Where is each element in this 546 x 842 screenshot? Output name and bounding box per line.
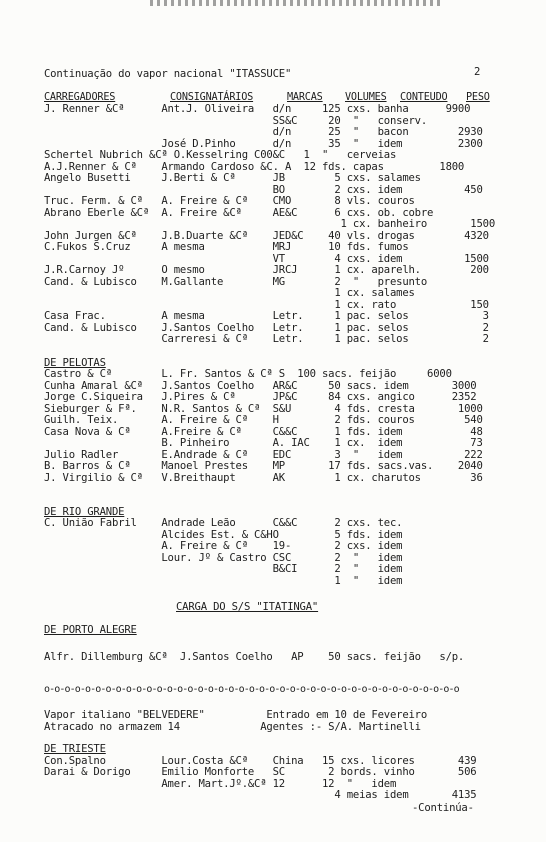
column-peso: PESO	[466, 92, 490, 103]
list-item: 1 cx. rato 150	[44, 298, 489, 311]
column-carregadores: CARREGADORES	[44, 92, 116, 103]
list-item: d/n 25 " bacon 2930	[44, 126, 483, 138]
list-item: J. Virgilio & Cª V.Breithaupt AK 1 cx. charutos 36	[44, 471, 483, 484]
vapor-line-1: Vapor italiano "BELVEDERE" Entrado em 10 de Fevereiro	[44, 709, 428, 721]
list-item: Guilh. Teix. A. Freire & Cª H 2 fds. couros 540	[44, 414, 483, 426]
list-item: Amer. Mart.Jº.&Cª 12 12 " idem	[44, 777, 397, 790]
list-item: Cand. & Lubisco M.Gallante MG 2 " presunto	[44, 275, 428, 288]
list-item: B. Pinheiro A. IAC 1 cx. idem 73	[44, 437, 483, 449]
list-item: Casa Nova & Cª A.Freire & Cª C&&C 1 fds. idem 48	[44, 425, 483, 438]
list-item: Cunha Amaral &Cª J.Santos Coelho AR&C 50 sacs. idem 3000	[44, 379, 477, 392]
continua-label: -Continúa-	[412, 802, 474, 814]
list-item: J. Renner &Cª Ant.J. Oliveira d/n 125 cxs. banha 9900	[44, 103, 471, 115]
column-volumes: VOLUMES	[345, 92, 387, 103]
column-conteudo: CONTEUDO	[400, 92, 448, 103]
list-item: Darai & Dorigo Emilio Monforte SC 2 bords. vinho 506	[44, 766, 477, 778]
list-item: 1 " idem	[44, 574, 403, 587]
list-item: A.J.Renner & Cª Armando Cardoso &C. A 12 fds. capas 1800	[44, 160, 465, 173]
list-item: Sieburger & Fª. N.R. Santos & Cª S&U 4 fds. cresta 1000	[44, 402, 483, 415]
list-item: BO 2 cxs. idem 450	[44, 183, 483, 196]
list-item: SS&C 20 " conserv.	[44, 114, 428, 127]
section-heading-porto-alegre: DE PORTO ALEGRE	[44, 624, 137, 636]
list-item: Con.Spalno Lour.Costa &Cª China 15 cxs. licores 439	[44, 754, 477, 767]
list-item: Truc. Ferm. & Cª A. Freire & Cª CMO 8 vls. couros	[44, 195, 415, 207]
list-item: John Jurgen &Cª J.B.Duarte &Cª JED&C 40 vls. drogas 4320	[44, 229, 489, 242]
list-item: Lour. Jº & Castro CSC 2 " idem	[44, 551, 403, 564]
separator-line: o-o-o-o-o-o-o-o-o-o-o-o-o-o-o-o-o-o-o-o-o-o-o-o-o-o-o-o-o-o-o-o-o-o-o-o-o-o-o-o-o	[44, 684, 459, 695]
page-number: 2	[474, 66, 481, 78]
column-marcas: MARCAS	[287, 92, 323, 103]
vapor-line-2: Atracado no armazem 14 Agentes :- S/A. Martinelli	[44, 720, 421, 733]
list-item: José D.Pinho d/n 35 " idem 2300	[44, 137, 483, 150]
list-item: C.Fukos S.Cruz A mesma MRJ 10 fds. fumos	[44, 241, 409, 253]
list-item: Castro & Cª L. Fr. Santos & Cª S 100 sacs. feijão 6000	[44, 368, 452, 380]
carga-heading: CARGA DO S/S "ITATINGA"	[176, 601, 319, 613]
list-item: A. Freire & Cª 19- 2 cxs. idem	[44, 540, 403, 552]
list-item: 4 meias idem 4135	[44, 789, 477, 801]
page-title: Continuação do vapor nacional "ITASSUCE"	[44, 68, 292, 80]
list-item: Cand. & Lubisco J.Santos Coelho Letr. 1 pac. selos 2	[44, 321, 489, 334]
list-item: Casa Frac. A mesma Letr. 1 pac. selos 3	[44, 310, 489, 322]
list-item: Julio Radler E.Andrade & Cª EDC 3 " idem 222	[44, 448, 483, 461]
list-item: 1 cx. salames	[44, 287, 415, 299]
list-item: C. União Fabril Andrade Leão C&&C 2 cxs. tec.	[44, 517, 403, 529]
list-item: Alfr. Dillemburg &Cª J.Santos Coelho AP 50 sacs. feijão s/p.	[44, 651, 465, 663]
section-heading-rio-grande: DE RIO GRANDE	[44, 506, 125, 518]
list-item: 1 cx. banheiro 1500	[44, 218, 495, 230]
scan-artifact	[150, 0, 440, 6]
column-consignatarios: CONSIGNATÁRIOS	[170, 92, 254, 103]
list-item: Jorge C.Siqueira J.Pires & Cª JP&C 84 cxs. angico 2352	[44, 391, 477, 403]
list-item: Carreresi & Cª Letr. 1 pac. selos 2	[44, 333, 489, 345]
list-item: B. Barros & Cª Manoel Prestes MP 17 fds. sacs.vas. 2040	[44, 460, 483, 472]
list-item: Alcides Est. & C&HO 5 fds. idem	[44, 528, 403, 541]
section-heading-pelotas: DE PELOTAS	[44, 357, 106, 369]
list-item: B&CI 2 " idem	[44, 563, 403, 575]
list-item: Angelo Busetti J.Berti & Cª JB 5 cxs. salames	[44, 172, 421, 184]
list-item: Abrano Eberle &Cª A. Freire &Cª AE&C 6 cxs. ob. cobre	[44, 206, 434, 219]
list-item: Schertel Nubrich &Cª O.Kesselring C00&C 1 " cerveias	[44, 149, 397, 161]
section-heading-trieste: DE TRIESTE	[44, 743, 106, 755]
list-item: J.R.Carnoy Jº O mesmo JRCJ 1 cx. aparelh. 200	[44, 264, 489, 276]
list-item: VT 4 cxs. idem 1500	[44, 252, 489, 265]
